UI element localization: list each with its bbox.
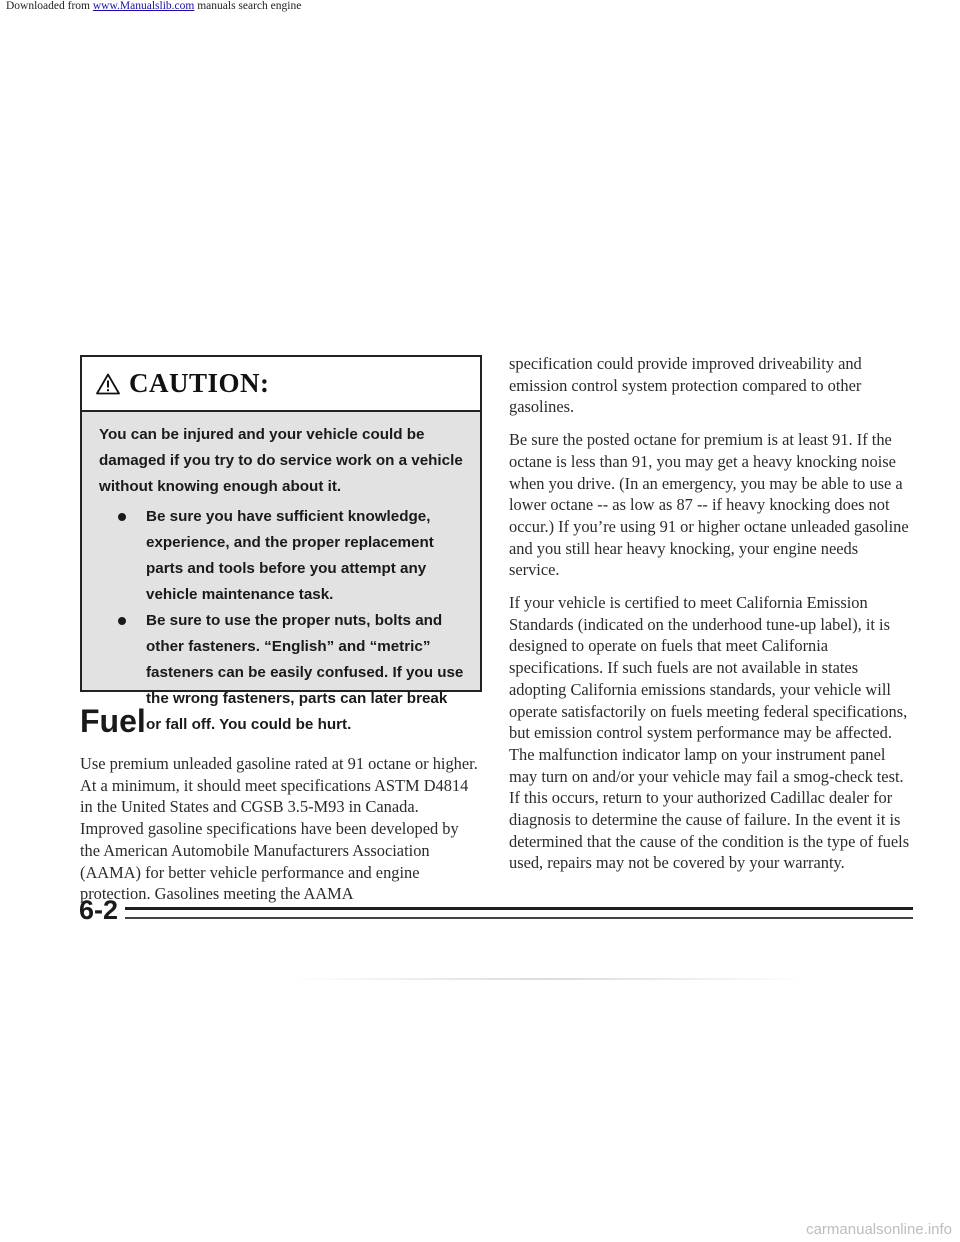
- caution-intro: You can be injured and your vehicle could be damaged if you try to do service work on a vehicle without knowing enough about it.: [99, 426, 463, 495]
- right-column: [509, 353, 911, 885]
- caution-title: CAUTION:: [129, 368, 270, 398]
- scan-artifact: [290, 978, 810, 980]
- warning-triangle-icon: [96, 373, 120, 395]
- caution-item-text: Be sure to use the proper nuts, bolts and other fasteners. “English” and “metric” fasteners can be easily confused. If you use the wrong fasteners, parts can later break or fall off. You could be hurt.: [146, 612, 464, 733]
- right-paragraph-1: specification could provide improved driveability and emission control system protection compared to other gasolines.: [509, 354, 862, 417]
- watermark: carmanualsonline.info: [806, 1221, 952, 1238]
- fuel-paragraph: Use premium unleaded gasoline rated at 91 octane or higher. At a minimum, it should meet specifications ASTM D4814 in the United States and CGSB 3.5-M93 in Canada. Improved gasoline specifications have been developed by the American Automobile Manufacturers Association (AAMA) for better vehicle performance and engine protection. Gasolines meeting the AAMA: [80, 754, 478, 904]
- bullet-icon: [118, 513, 126, 521]
- page-number: 6-2: [79, 895, 119, 925]
- right-paragraph-2: Be sure the posted octane for premium is at least 91. If the octane is less than 91, you may get a heavy knocking noise when you drive. (In an emergency, you may be able to use a lower octane -- as low as 87 -- if heavy knocking does not occur.) If you’re using 91 or higher octane unleaded gasoline and you still hear heavy knocking, your engine needs service.: [509, 430, 909, 580]
- footer-rule-thin: [125, 917, 913, 919]
- footer-rule: [125, 907, 913, 919]
- caution-title-bar: [82, 357, 480, 412]
- caution-list: [118, 504, 466, 738]
- footer-rule-thick: [125, 907, 913, 910]
- section-heading-fuel: Fuel: [80, 703, 146, 739]
- bullet-icon: [118, 617, 126, 625]
- download-header-prefix: Downloaded from: [6, 0, 93, 12]
- caution-item-text: Be sure you have sufficient knowledge, experience, and the proper replacement parts and tools before you attempt any vehicle maintenance task.: [146, 508, 434, 603]
- download-header: [6, 0, 301, 12]
- download-header-suffix: manuals search engine: [194, 0, 302, 12]
- right-paragraph-3: If your vehicle is certified to meet California Emission Standards (indicated on the underhood tune-up label), it is designed to operate on fuels that meet California specifications. If such fuels are not available in states adopting California emissions standards, your vehicle will operate satisfactorily on fuels meeting federal specifications, but emission control system performance may be affected. The malfunction indicator lamp on your instrument panel may turn on and/or your vehicle may fail a smog-check test. If this occurs, return to your authorized Cadillac dealer for diagnosis to determine the cause of failure. In the event it is determined that the cause of the condition is the type of fuels used, repairs may not be covered by your warranty.: [509, 593, 910, 873]
- manualslib-link[interactable]: www.Manualslib.com: [92, 0, 195, 12]
- caution-list-item: [118, 504, 466, 608]
- caution-list-item: [118, 608, 466, 738]
